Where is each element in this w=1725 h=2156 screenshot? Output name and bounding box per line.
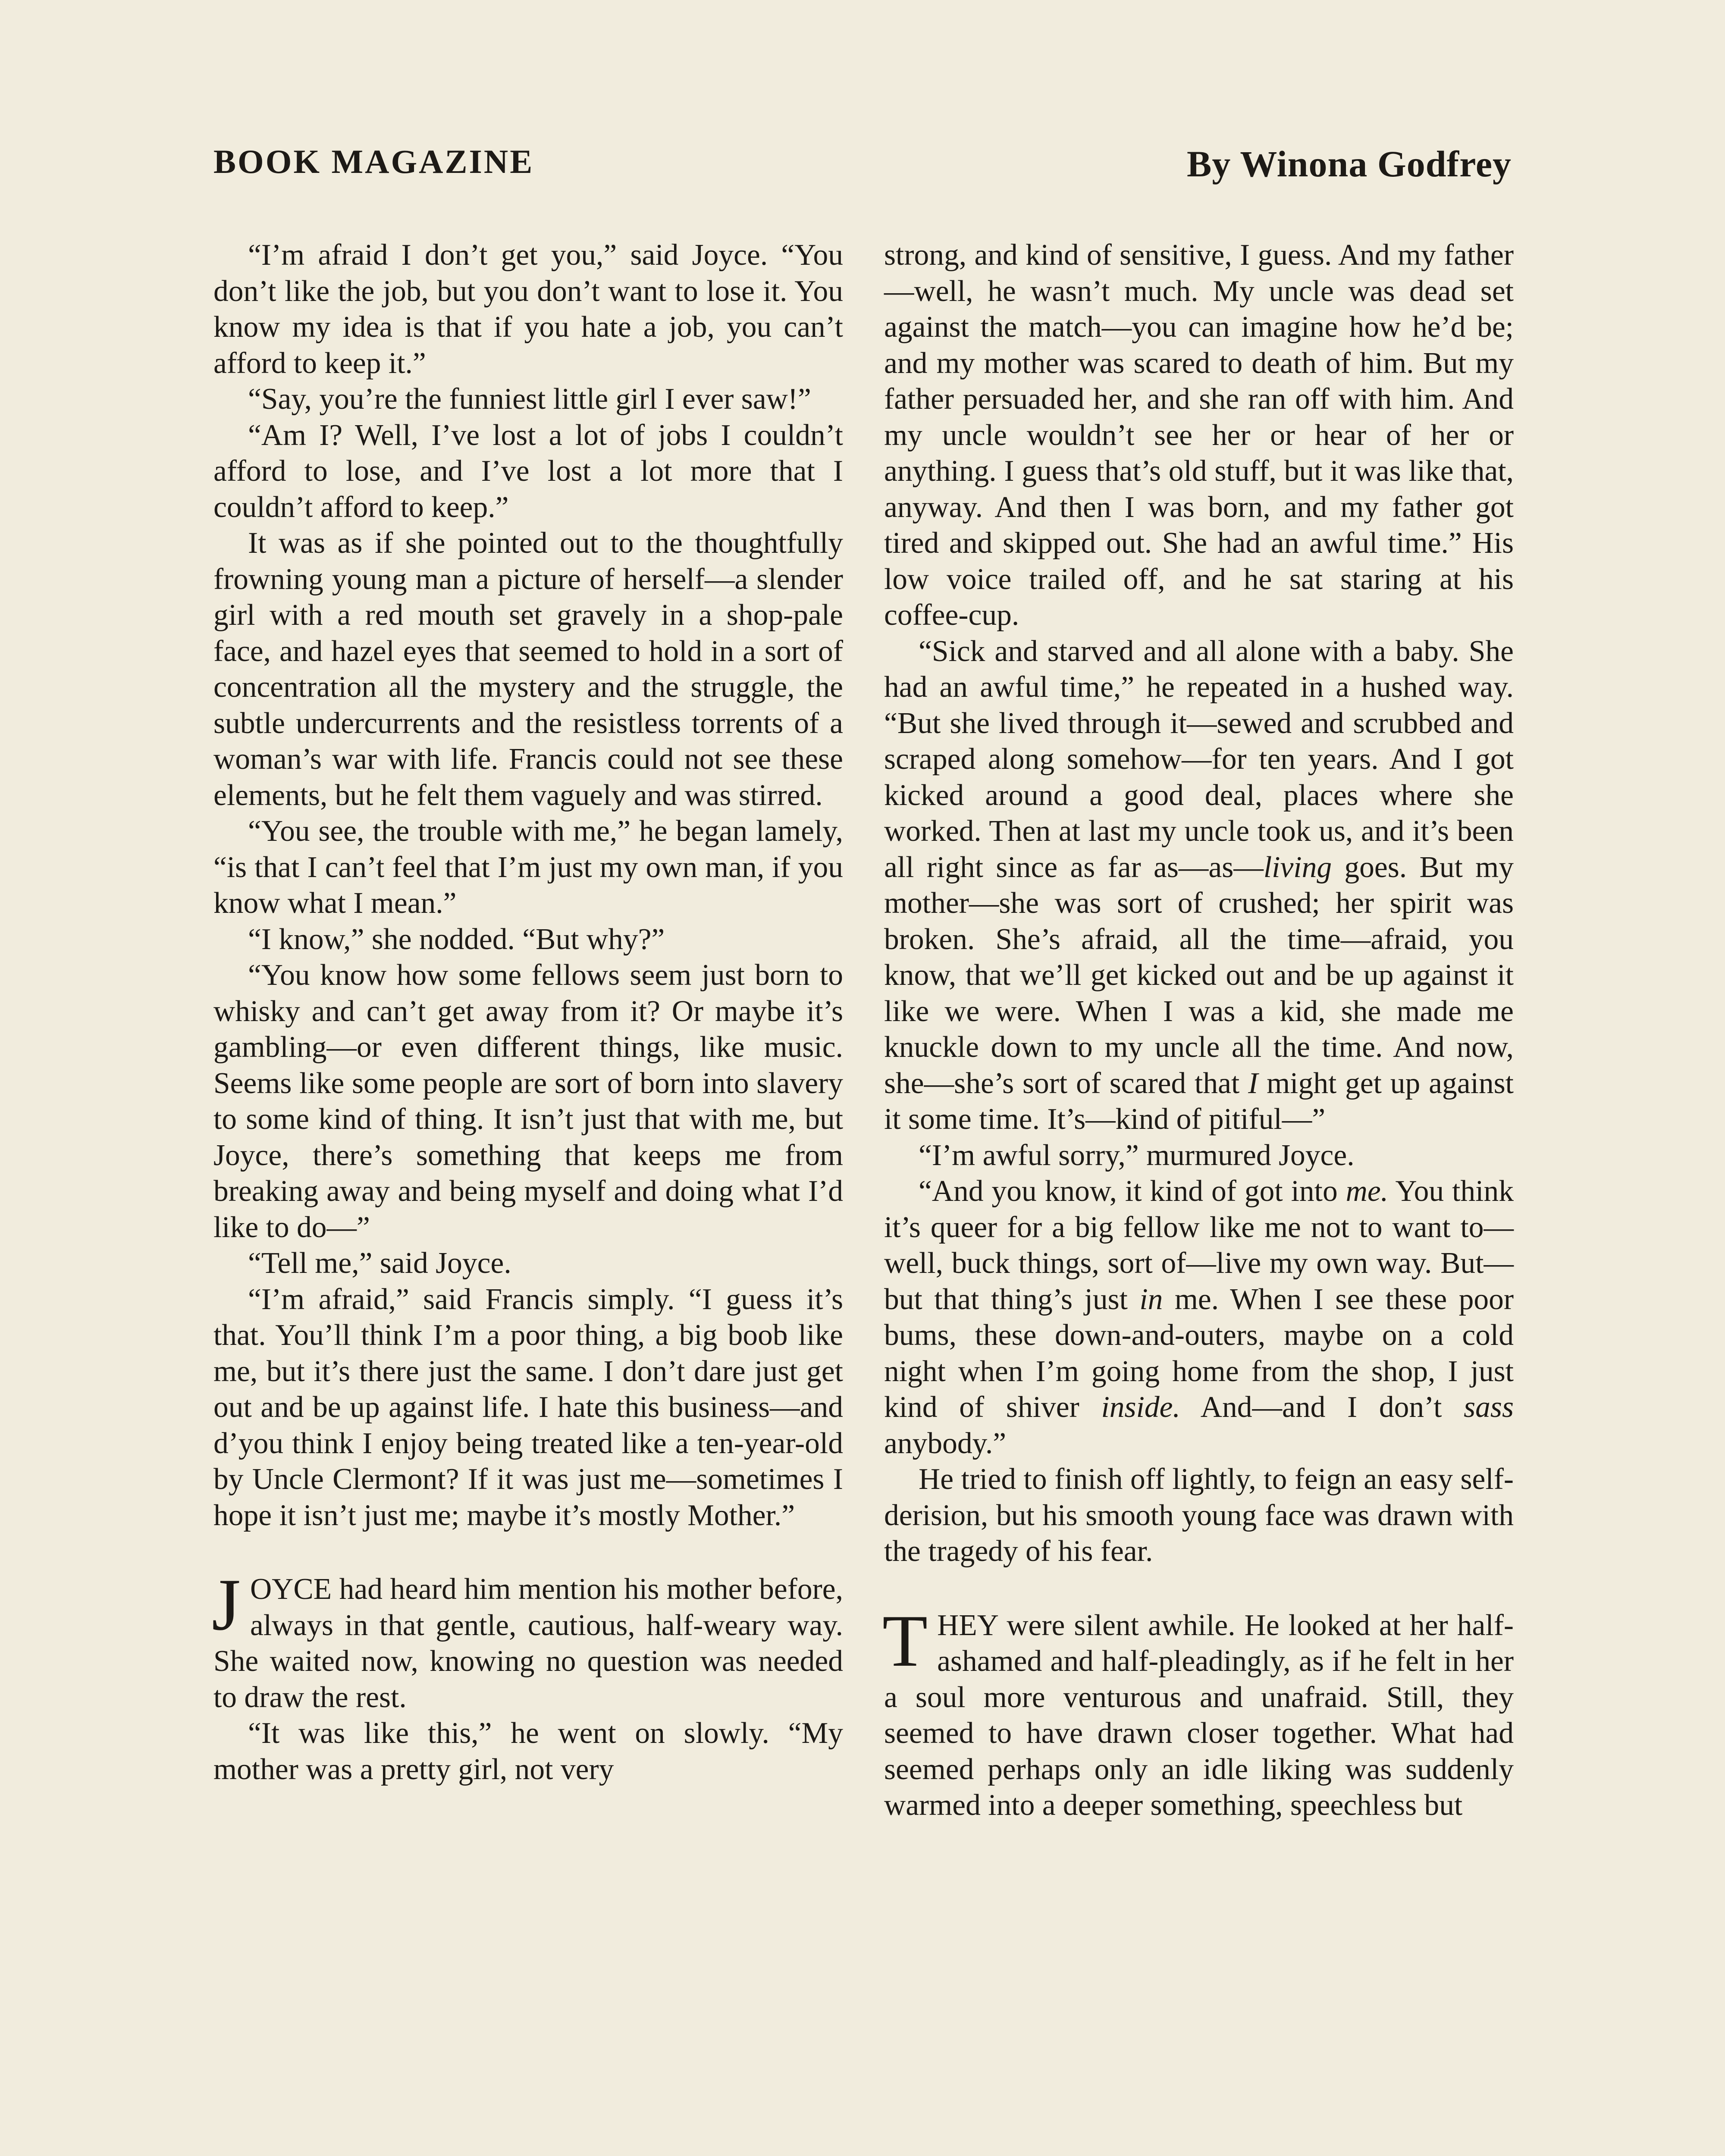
- right-column: [884, 237, 1514, 1824]
- drop-cap: J: [212, 1564, 241, 1646]
- paragraph: “You know how some fellows seem just born to whisky and can’t get away from it? Or maybe it’s gambling—or even different things, like music. Seems like some people are sort of born into slavery to some kind of thing. It isn’t just that with me, but Joyce, there’s something that keeps me from breaking away and being myself and doing what I’d like to do—”: [213, 959, 843, 1244]
- paragraph: He tried to finish off lightly, to feign an easy self-derision, but his smooth young face was drawn with the tragedy of his fear.: [884, 1463, 1514, 1568]
- section-opening-paragraph: [212, 1564, 843, 1715]
- paragraph-text: “And you know, it kind of got into: [919, 1175, 1346, 1208]
- paragraph-text: You think it’s queer for a big fellow like me not to want to—well, buck things, sort of—live my own way. But—but that thing’s just: [884, 1175, 1514, 1316]
- paragraph: [884, 1173, 1514, 1461]
- emphasis-text: inside.: [1101, 1391, 1180, 1424]
- paragraph: “It was like this,” he went on slowly. “My mother was a pretty girl, not very: [213, 1717, 843, 1786]
- drop-cap: T: [882, 1600, 928, 1682]
- paragraph: “I know,” she nodded. “But why?”: [248, 922, 665, 956]
- paragraph-text: OYCE had heard him mention his mother before, always in that gentle, cautious, half-weary way. She waited now, knowing no question was needed to draw the rest.: [213, 1573, 843, 1714]
- continued-paragraph: strong, and kind of sensitive, I guess. And my father—well, he wasn’t much. My uncle was dead set against the match—you can imagine how he’d be; and my mother was scared to death of him. But my father persuaded her, and she ran off with him. And my uncle wouldn’t see her or hear of her or anything. I guess that’s old stuff, but it was like that, anyway. And then I was born, and my father got tired and skipped out. She had an awful time.” His low voice trailed off, and he sat staring at his coffee-cup.: [884, 238, 1514, 632]
- left-column: [213, 237, 843, 1787]
- running-header: [213, 142, 1512, 194]
- emphasis-text: I: [1248, 1066, 1258, 1100]
- paragraph-text: And—and I don’t: [1180, 1391, 1464, 1424]
- magazine-title: BOOK MAGAZINE: [213, 143, 534, 180]
- author-byline: By Winona Godfrey: [1187, 143, 1512, 185]
- paragraph-text: goes. But my mother—she was sort of crushed; her spirit was broken. She’s afraid, all the time—afraid, you know, that we’ll get kicked out and be up against it like we were. When I was a kid, she made me knuckle down to my uncle all the time. And now, she—she’s sort of scared that: [884, 850, 1514, 1100]
- paragraph-text: anybody.”: [884, 1426, 1007, 1460]
- paragraph-text: HEY were silent awhile. He looked at her half-ashamed and half-pleadingly, as if he felt in her a soul more venturous and unafraid. Still, they seemed to have drawn closer together. What had seemed perhaps only an idle liking was suddenly warmed into a deeper something, speechless but: [884, 1608, 1514, 1822]
- paragraph: “I’m awful sorry,” murmured Joyce.: [919, 1138, 1355, 1172]
- paragraph: It was as if she pointed out to the thoughtfully frowning young man a picture of herself—a slender girl with a red mouth set gravely in a shop-pale face, and hazel eyes that seemed to hold in a sort of concentration all the mystery and the struggle, the subtle undercurrents and the resistless torrents of a woman’s war with life. Francis could not see these elements, but he felt them vaguely and was stirred.: [213, 526, 843, 812]
- section-opening-paragraph: [882, 1600, 1514, 1824]
- paragraph: “You see, the trouble with me,” he began lamely, “is that I can’t feel that I’m just my own man, if you know what I mean.”: [213, 815, 843, 920]
- emphasis-text: living: [1263, 850, 1332, 884]
- emphasis-text: sass: [1464, 1391, 1514, 1424]
- emphasis-text: me.: [1346, 1175, 1389, 1208]
- emphasis-text: in: [1139, 1282, 1163, 1316]
- paragraph: “Tell me,” said Joyce.: [248, 1247, 511, 1280]
- paragraph: “Say, you’re the funniest little girl I ever saw!”: [248, 382, 811, 416]
- paragraph-text: me. When I see these poor bums, these down-and-outers, maybe on a cold night when I’m going home from the shop, I just kind of shiver: [884, 1282, 1514, 1424]
- paragraph-text: might get up against it some time. It’s—kind of pitiful—”: [884, 1066, 1514, 1136]
- paragraph: “I’m afraid I don’t get you,” said Joyce. “You don’t like the job, but you don’t want to lose it. You know my idea is that if you hate a job, you can’t afford to keep it.”: [213, 238, 843, 380]
- paragraph: “I’m afraid,” said Francis simply. “I guess it’s that. You’ll think I’m a poor thing, a big boob like me, but it’s there just the same. I don’t dare just get out and be up against life. I hate this business—and d’you think I enjoy being treated like a ten-year-old by Uncle Clermont? If it was just me—sometimes I hope it isn’t just me; maybe it’s mostly Mother.”: [213, 1282, 843, 1532]
- paragraph: “Am I? Well, I’ve lost a lot of jobs I couldn’t afford to lose, and I’ve lost a lot more that I couldn’t afford to keep.”: [213, 418, 843, 524]
- paragraph-text: “Sick and starved and all alone with a baby. She had an awful time,” he repeated in a hushed way. “But she lived through it—sewed and scrubbed and scraped along somehow—for ten years. And I got kicked around a good deal, places where she worked. Then at last my uncle took us, and it’s been all right since as far as—as—: [884, 634, 1514, 884]
- paragraph: [884, 633, 1514, 1138]
